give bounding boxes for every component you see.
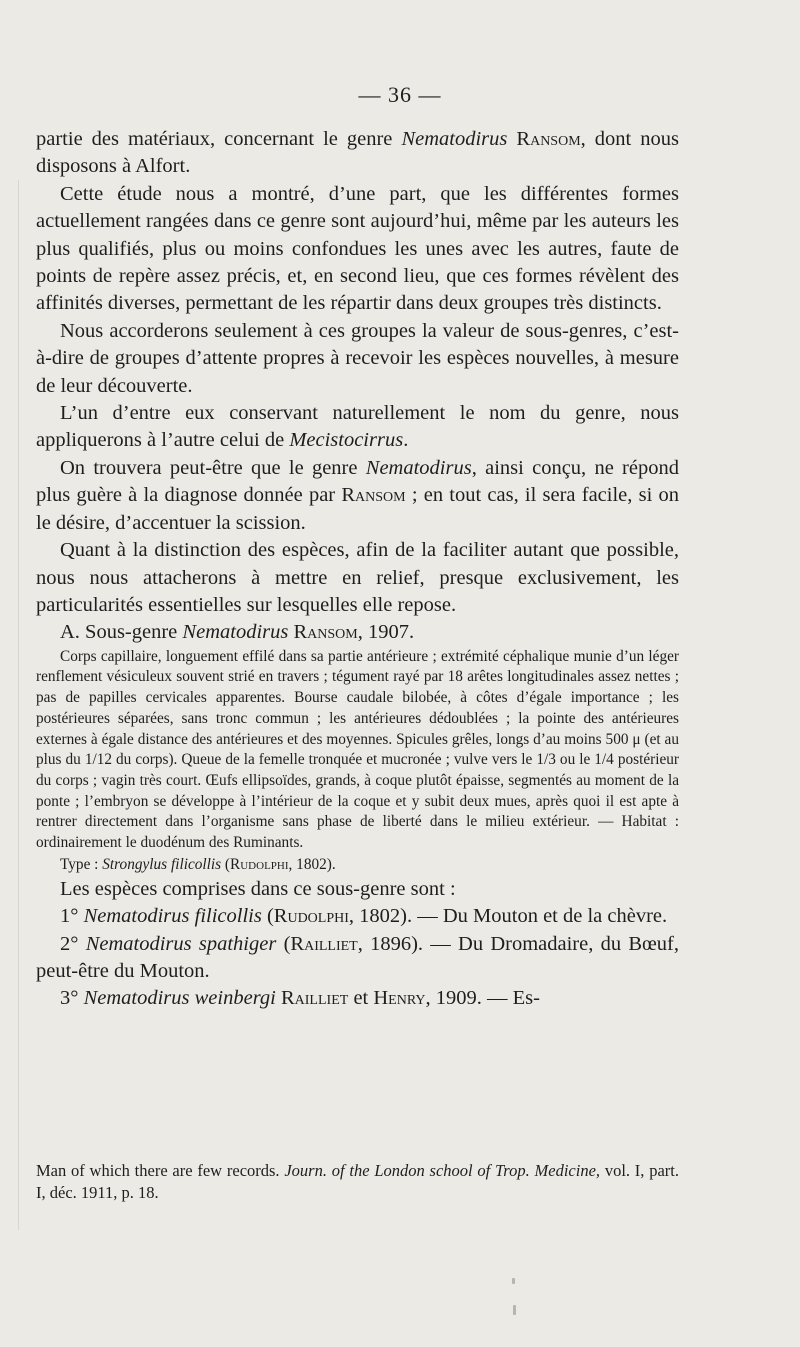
author-name: Railliet bbox=[280, 987, 349, 1010]
author-name: Henry bbox=[373, 987, 426, 1010]
year: , 1802). bbox=[288, 855, 336, 873]
author-name: Ransom bbox=[293, 621, 358, 644]
paragraph-4 bbox=[36, 400, 679, 455]
subgenus-heading bbox=[36, 619, 679, 646]
species-detail: , 1909. — Es- bbox=[425, 987, 540, 1010]
genus-name: Nematodirus bbox=[365, 456, 472, 479]
footnote-text bbox=[36, 1160, 679, 1204]
genus-name: Nematodirus bbox=[401, 128, 508, 150]
species-intro: Les espèces comprises dans ce sous-genre sont : bbox=[60, 877, 456, 900]
paragraph-5 bbox=[36, 455, 679, 537]
subgenus-label: A. Sous-genre bbox=[60, 621, 183, 644]
species-item-2: 2° Nematodirus spathiger (Railliet, 1896). — Du Dromadaire, du Bœuf, peut-être du Mouton. bbox=[36, 932, 680, 982]
text-run: vol. I, part. I, déc. 1911, p. 18. bbox=[36, 1161, 679, 1202]
paragraph-2: Cette étude nous a montré, d’une part, que les différentes formes actuellement rangées dans ce genre sont aujourd’hui, même par les auteurs les plus qualifiés, plus ou moins confondues les unes avec les autres, faute de points de repère assez précis, et, en second lieu, que ces formes révèlent des affinités diverses, permettant de les répartir dans deux groupes très distincts. bbox=[36, 182, 679, 315]
journal-name: Journ. of the London school of Trop. Medicine, bbox=[284, 1161, 601, 1180]
paragraph-6: Quant à la distinction des espèces, afin de la faciliter autant que possible, nous nous attacherons à mettre en relief, presque exclusivement, les particularités essentielles sur lesquelles elle repose. bbox=[36, 539, 679, 616]
author-name: Ransom bbox=[341, 484, 406, 507]
paper-speck bbox=[513, 1305, 516, 1315]
species-item-3 bbox=[36, 985, 679, 1012]
paper-speck bbox=[512, 1278, 515, 1284]
year: , 1907. bbox=[357, 621, 415, 644]
text-run: , ainsi conçu, ne répond plus guère à la diagnose donnée par bbox=[36, 456, 679, 507]
text-run: On trouvera peut-être que le genre bbox=[60, 456, 366, 479]
text-run: partie des matériaux, concernant le genre bbox=[36, 128, 402, 150]
species-name: Nematodirus spathiger bbox=[85, 932, 277, 955]
text-run: . bbox=[403, 429, 409, 452]
page-number: — 36 — bbox=[358, 82, 442, 107]
text-run: L’un d’entre eux conservant naturellement le nom du genre, nous appliquerons à l’autre celui de bbox=[36, 402, 679, 452]
species-detail: , 1896). — Du Dromadaire, du Bœuf, peut-être du Mouton. bbox=[36, 932, 680, 982]
author-name: Rudolphi bbox=[230, 855, 289, 873]
paragraph-3: Nous accorderons seulement à ces groupes la valeur de sous-genres, c’est-à-dire de groupes d’attente propres à recevoir les espèces nouvelles, à mesure de leur découverte. bbox=[36, 319, 679, 397]
subgenus-description: Corps capillaire, longuement effilé dans sa partie antérieure ; extrémité céphalique munie d’un léger renflement vésiculeux souvent strié en travers ; tégument rayé par 18 arêtes longitudinales assez nettes ; pas de papilles cervicales apparentes. Bourse caudale bilobée, à côtes d’égale importance ; les postérieures séparées, sans tronc commun ; les antérieures dédoublées ; la pointe des antérieures externes à égale distance des antérieures et des moyennes. Spicules grêles, longs d’au moins 500 μ (et au plus du 1/12 du corps). Queue de la femelle tronquée et mucronée ; vulve vers le 1/3 ou le 1/4 postérieur du corps ; vagin très court. Œufs ellipsoïdes, grands, à coque plutôt épaisse, segmentés au moment de la ponte ; l’embryon se développe à l’intérieur de la coque et y subit deux mues, après quoi il est apte à rentrer directement dans l’organisme sans phase de liberté dans le milieu extérieur. — Habitat : ordinairement le duodénum des Ruminants. bbox=[36, 647, 679, 852]
author-name: Ransom bbox=[516, 128, 581, 150]
species-number: 3° bbox=[60, 987, 84, 1010]
species-number: 1° bbox=[60, 905, 84, 928]
footnote bbox=[36, 1160, 679, 1204]
type-species-line: Type : Strongylus filicollis (Rudolphi, 1802). bbox=[60, 855, 336, 873]
species-item-1: 1° Nematodirus filicollis (Rudolphi, 1802). — Du Mouton et de la chèvre. bbox=[60, 905, 668, 928]
species-name: Strongylus filicollis bbox=[102, 855, 222, 873]
main-text bbox=[36, 126, 679, 1013]
author-name: Rudolphi bbox=[273, 905, 349, 928]
text-run: ; en tout cas, il sera facile, si on le désire, d’accentuer la scission. bbox=[36, 484, 679, 534]
author-name: Railliet bbox=[290, 932, 358, 955]
species-number: 2° bbox=[60, 932, 86, 955]
text-run: Man of which there are few records. bbox=[36, 1161, 285, 1180]
page-fold-shadow bbox=[18, 180, 19, 1230]
text-run: , dont nous disposons à Alfort. bbox=[36, 128, 679, 178]
genus-name: Nematodirus bbox=[182, 621, 289, 644]
paragraph-1 bbox=[36, 126, 679, 181]
text-run: et bbox=[348, 987, 374, 1010]
type-label: Type : bbox=[60, 855, 103, 873]
species-name: Nematodirus filicollis bbox=[83, 905, 262, 928]
species-detail: , 1802). — Du Mouton et de la chèvre. bbox=[348, 905, 668, 928]
genus-name: Mecistocirrus bbox=[289, 429, 404, 452]
species-name: Nematodirus weinbergi bbox=[83, 987, 276, 1010]
